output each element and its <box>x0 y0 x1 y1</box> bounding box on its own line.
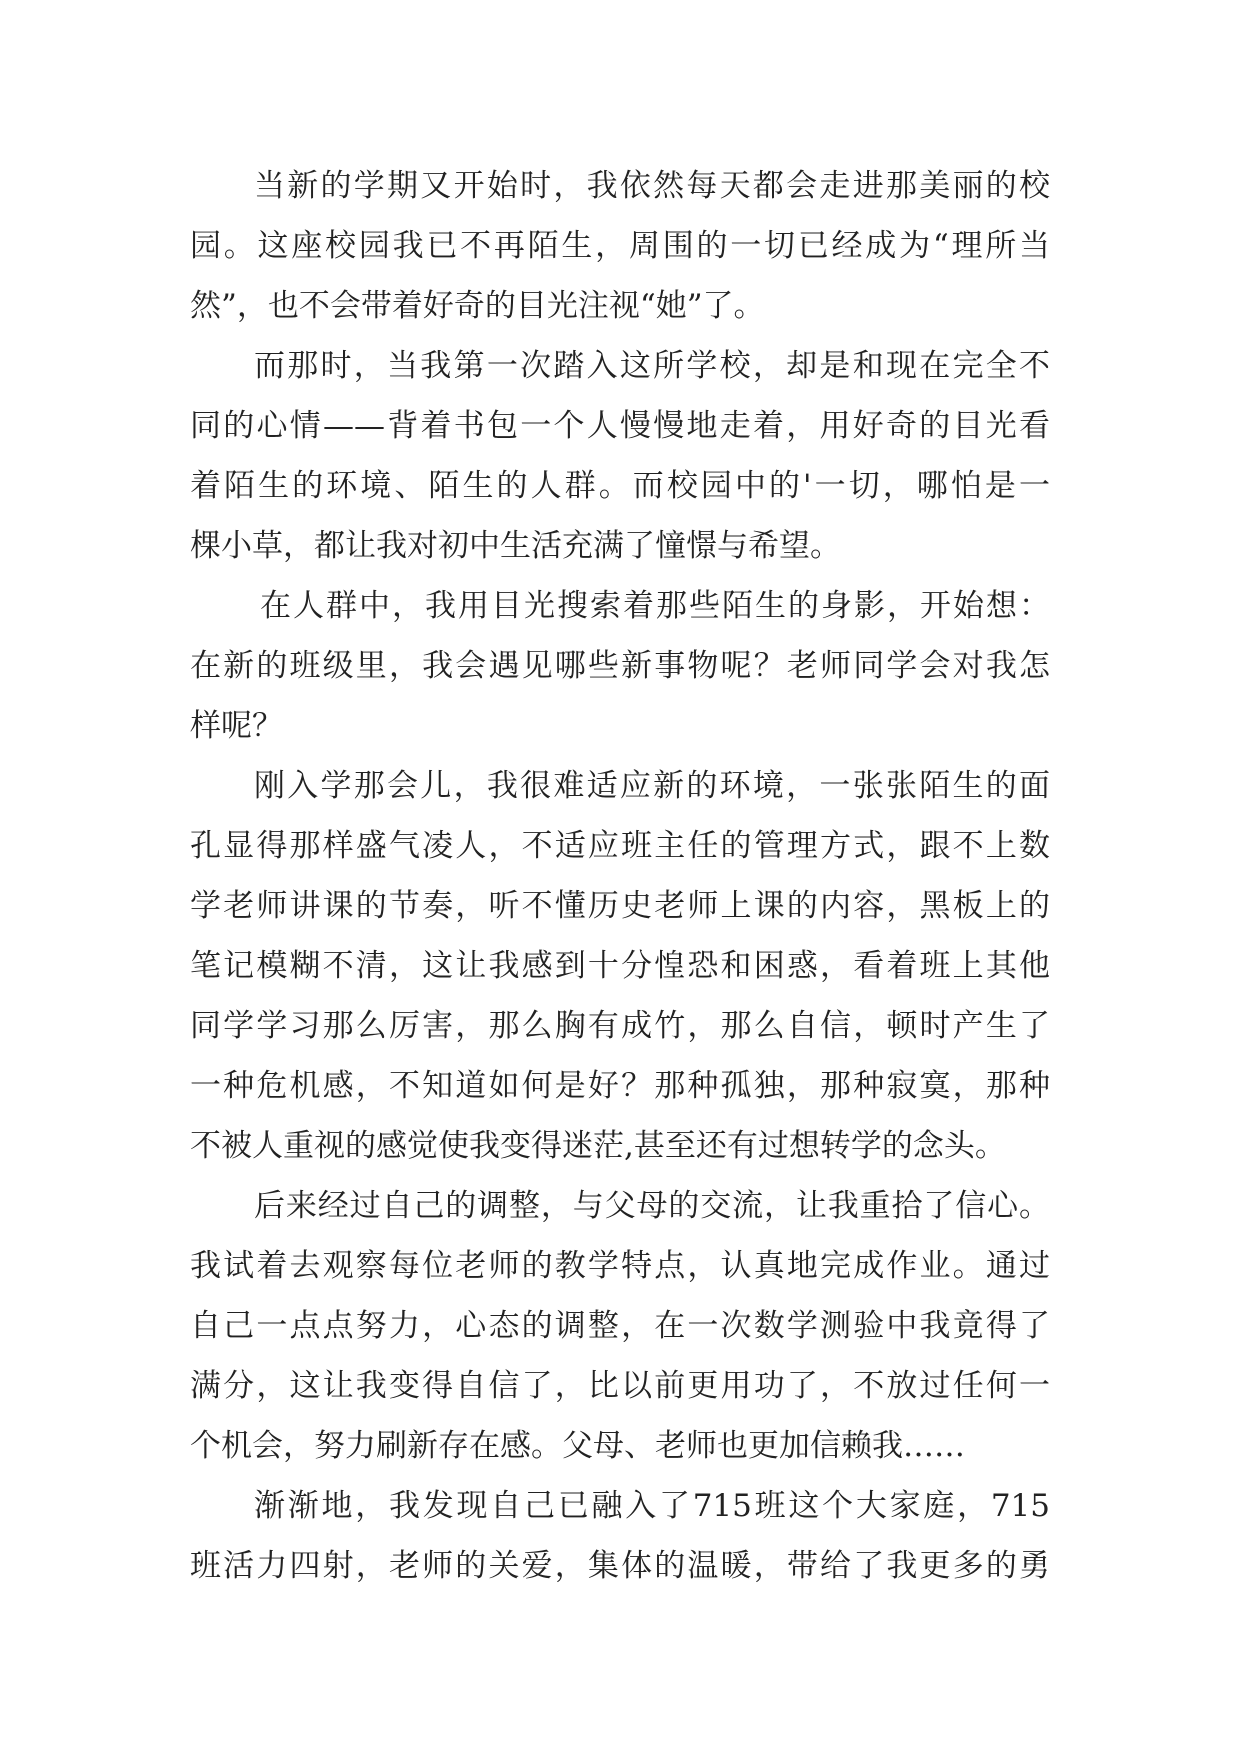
paragraph-4-line-3: 学老师讲课的节奏，听不懂历史老师上课的内容，黑板上的 <box>190 888 1050 924</box>
paragraph-3-line-1: 在人群中，我用目光搜索着那些陌生的身影，开始想： <box>260 588 1050 624</box>
paragraph-1-line-3: 然”，也不会带着好奇的目光注视“她”了。 <box>190 288 765 324</box>
paragraph-4-line-4: 笔记模糊不清，这让我感到十分惶恐和困惑，看着班上其他 <box>190 948 1050 984</box>
paragraph-5-line-3: 自己一点点努力，心态的调整，在一次数学测验中我竟得了 <box>190 1308 1050 1344</box>
paragraph-4-line-1: 刚入学那会儿，我很难适应新的环境，一张张陌生的面 <box>254 768 1050 804</box>
paragraph-3-line-2: 在新的班级里，我会遇见哪些新事物呢？老师同学会对我怎 <box>190 648 1050 684</box>
paragraph-4-line-2: 孔显得那样盛气凌人，不适应班主任的管理方式，跟不上数 <box>190 828 1050 864</box>
paragraph-4-line-7: 不被人重视的感觉使我变得迷茫,甚至还有过想转学的念头。 <box>190 1128 1006 1164</box>
paragraph-1-line-1: 当新的学期又开始时，我依然每天都会走进那美丽的校 <box>254 168 1050 204</box>
paragraph-2-line-2: 同的心情——背着书包一个人慢慢地走着，用好奇的目光看 <box>190 408 1050 444</box>
paragraph-4-line-5: 同学学习那么厉害，那么胸有成竹，那么自信，顿时产生了 <box>190 1008 1050 1044</box>
paragraph-5-line-4: 满分，这让我变得自信了，比以前更用功了，不放过任何一 <box>190 1368 1050 1404</box>
paragraph-6-line-1: 渐渐地，我发现自己已融入了715班这个大家庭，715 <box>254 1488 1050 1524</box>
paragraph-2-line-4: 棵小草，都让我对初中生活充满了憧憬与希望。 <box>190 528 841 564</box>
paragraph-2-line-3: 着陌生的环境、陌生的人群。而校园中的'一切，哪怕是一 <box>190 468 1050 504</box>
paragraph-1-line-2: 园。这座校园我已不再陌生，周围的一切已经成为“理所当 <box>190 228 1050 264</box>
paragraph-2-line-1: 而那时，当我第一次踏入这所学校，却是和现在完全不 <box>254 348 1050 384</box>
paragraph-5-line-1: 后来经过自己的调整，与父母的交流，让我重拾了信心。 <box>254 1188 1050 1224</box>
paragraph-4-line-6: 一种危机感，不知道如何是好？那种孤独，那种寂寞，那种 <box>190 1068 1050 1104</box>
paragraph-6-line-2: 班活力四射，老师的关爱，集体的温暖，带给了我更多的勇 <box>190 1548 1050 1584</box>
essay-body <box>190 156 1050 1596</box>
paragraph-5-line-2: 我试着去观察每位老师的教学特点，认真地完成作业。通过 <box>190 1248 1050 1284</box>
paragraph-3-line-3: 样呢？ <box>190 708 283 744</box>
paragraph-5-line-5: 个机会，努力刷新存在感。父母、老师也更加信赖我…… <box>190 1428 965 1464</box>
